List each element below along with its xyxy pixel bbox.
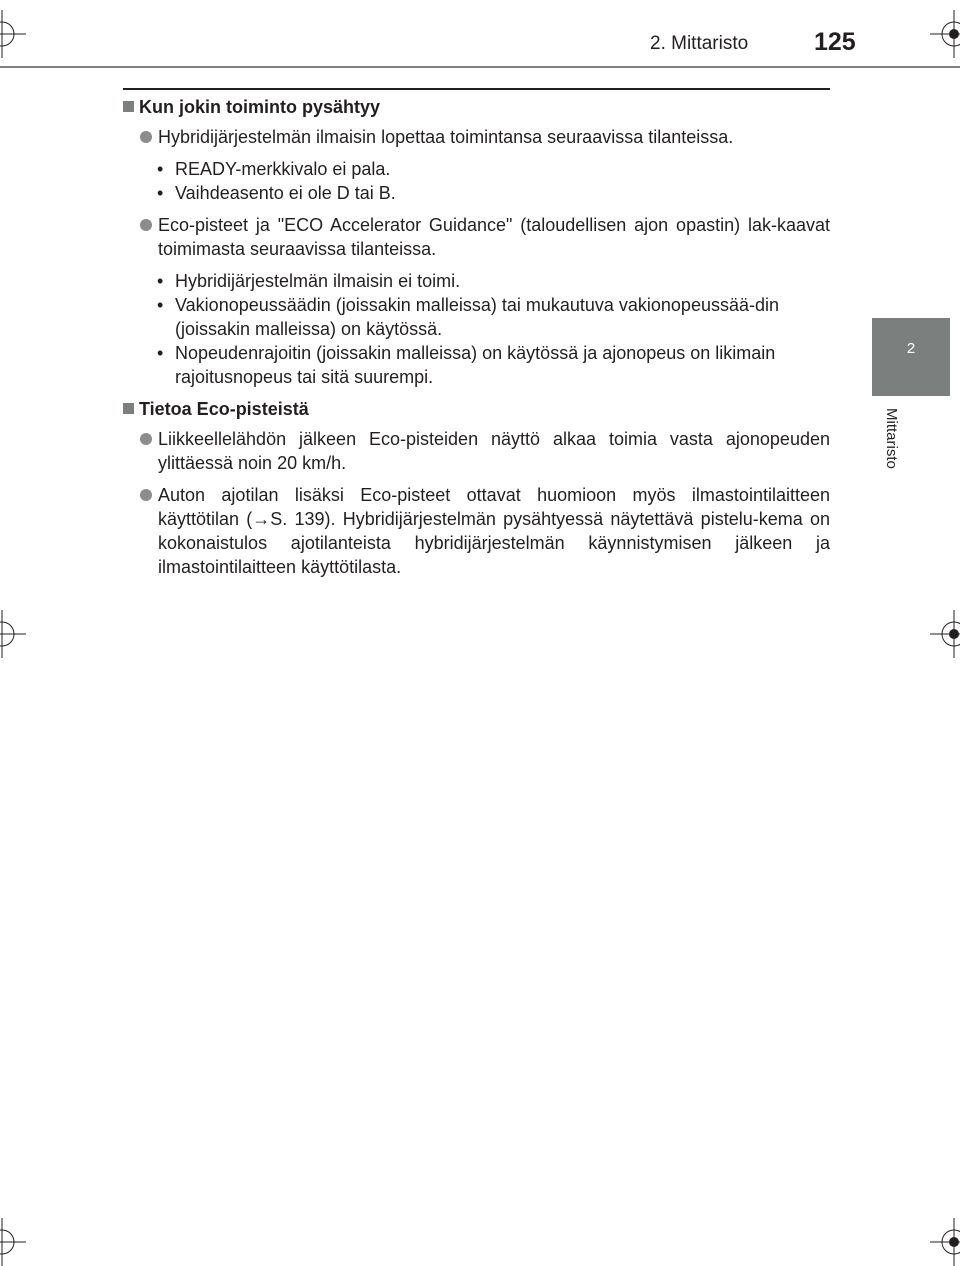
registration-mark-bottom-left-icon (0, 1218, 26, 1266)
page-content (123, 95, 830, 587)
sub-list-item-text: Vakionopeussäädin (joissakin malleissa) tai mukautuva vakionopeussää-din (joissakin malleissa) on käytössä. (175, 295, 780, 339)
section-heading-text: Tietoa Eco-pisteistä (139, 399, 309, 419)
sub-list (123, 269, 830, 389)
sub-list-item-text: Vaihdeasento ei ole D tai B. (175, 183, 396, 203)
section-heading-text: Kun jokin toiminto pysähtyy (139, 97, 381, 117)
dot-bullet-icon: • (157, 343, 164, 363)
sub-list-item (123, 341, 830, 389)
sub-list-item (123, 293, 830, 341)
dot-bullet-icon: • (157, 295, 164, 315)
section-heading (123, 397, 830, 421)
header-section-title: 2. Mittaristo (650, 33, 749, 54)
sub-list-item (123, 157, 830, 181)
text-segment: Auton ajotilan lisäksi Eco-pisteet ottavat huomioon myös ilmastointilaitteen käyttötilan ( (158, 485, 830, 529)
dot-bullet-icon: • (157, 183, 164, 203)
sub-list (123, 157, 830, 205)
list-item (123, 483, 830, 579)
registration-mark-top-left-icon (0, 10, 26, 58)
round-bullet-icon (140, 131, 152, 143)
list-item (123, 427, 830, 475)
square-bullet-icon (123, 101, 134, 112)
registration-mark-top-right-icon (930, 10, 960, 58)
list-item (123, 125, 830, 149)
list-item-text (158, 485, 830, 577)
page-number: 125 (814, 28, 856, 56)
list-item-text: Eco-pisteet ja "ECO Accelerator Guidance" (taloudellisen ajon opastin) lak-kaavat toimimasta seuraavissa tilanteissa. (158, 215, 830, 259)
text-segment: S. 139). Hybridijärjestelmän pysähtyessä näytettävä pistelu-kema on kokonaistulos ajotilanteista hybridijärjestelmän käynnistymisen jälkeen ja ilmastointilaitteen käyttötilasta. (158, 509, 830, 577)
list-item-text: Liikkeellelähdön jälkeen Eco-pisteiden näyttö alkaa toimia vasta ajonopeuden ylittäessä noin 20 km/h. (158, 429, 830, 473)
registration-mark-bottom-right-icon (930, 1218, 960, 1266)
chapter-tab-label: Mittaristo (883, 408, 900, 469)
round-bullet-icon (140, 489, 152, 501)
chapter-tab[interactable] (872, 318, 950, 396)
sub-list-item (123, 181, 830, 205)
page-reference-arrow-icon[interactable]: → (252, 509, 271, 529)
sub-list-item-text: READY-merkkivalo ei pala. (175, 159, 391, 179)
round-bullet-icon (140, 433, 152, 445)
chapter-tab-number: 2 (906, 340, 916, 357)
section-heading (123, 95, 830, 119)
registration-mark-mid-left-icon (0, 610, 26, 658)
registration-mark-mid-right-icon (930, 610, 960, 658)
dot-bullet-icon: • (157, 271, 164, 291)
sub-list-item-text: Hybridijärjestelmän ilmaisin ei toimi. (175, 271, 461, 291)
dot-bullet-icon: • (157, 159, 164, 179)
sub-list-item-text: Nopeudenrajoitin (joissakin malleissa) on käytössä ja ajonopeus on likimain rajoitusnopeus tai sitä suurempi. (175, 343, 776, 387)
round-bullet-icon (140, 219, 152, 231)
list-item (123, 213, 830, 261)
sub-list-item (123, 269, 830, 293)
header-rule (0, 66, 960, 68)
content-top-rule (123, 88, 830, 90)
square-bullet-icon (123, 403, 134, 414)
list-item-text: Hybridijärjestelmän ilmaisin lopettaa toimintansa seuraavissa tilanteissa. (158, 127, 734, 147)
